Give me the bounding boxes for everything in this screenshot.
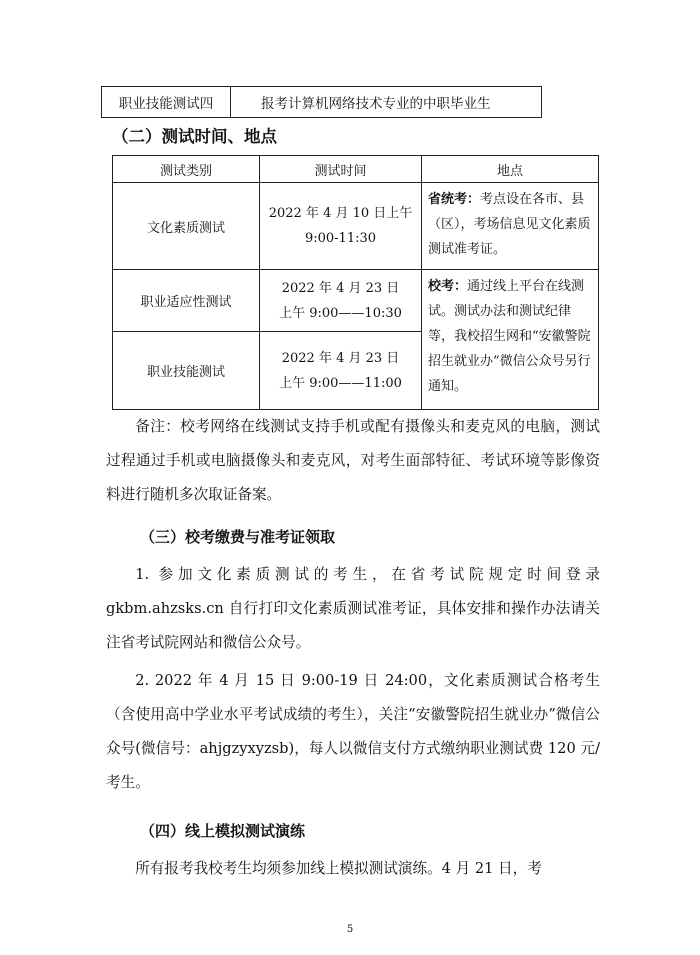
table-row xyxy=(113,183,599,270)
row-place xyxy=(422,270,599,410)
row-place xyxy=(422,183,599,270)
item-2-paragraph: 2. 2022 年 4 月 15 日 9:00-19 日 24:00，文化素质测试合格考生（含使用高中学业水平考试成绩的考生），关注“安徽警院招生就业办”微信公众号(微信号：ahjgzyxyzsb)，每人以微信支付方式缴纳职业测试费 120 元/考生。 xyxy=(106,672,600,791)
top-row-label: 职业技能测试四 xyxy=(102,87,231,118)
item-3-paragraph: 所有报考我校考生均须参加线上模拟测试演练。4 月 21 日，考 xyxy=(135,860,542,877)
time-line-1: 2022 年 4 月 10 日上午 xyxy=(268,206,413,221)
test-schedule-table xyxy=(112,155,599,410)
row-type: 职业技能测试 xyxy=(113,332,260,410)
header-type: 测试类别 xyxy=(113,156,260,183)
place-text: 考点设在各市、县（区），考场信息见文化素质测试准考证。 xyxy=(428,192,591,257)
table-row xyxy=(113,270,599,332)
time-line-1: 2022 年 4 月 23 日 xyxy=(281,350,400,366)
page-number: 5 xyxy=(346,924,354,935)
row-time xyxy=(260,332,422,410)
top-row-value: 报考计算机网络技术专业的中职毕业生 xyxy=(231,87,542,118)
header-time: 测试时间 xyxy=(260,156,422,183)
top-table-row xyxy=(101,86,542,118)
section-3-title: （三）校考缴费与准考证领取 xyxy=(140,528,336,546)
header-place: 地点 xyxy=(422,156,599,183)
row-type: 职业适应性测试 xyxy=(113,270,260,332)
section-2-title: （二）测试时间、地点 xyxy=(112,127,277,146)
place-label: 校考： xyxy=(428,279,468,294)
table-header-row xyxy=(113,156,599,183)
place-text: 通过线上平台在线测试。测试办法和测试纪律等，我校招生网和“安徽警院招生就业办”微信公众号另行通知。 xyxy=(428,279,591,394)
place-label: 省统考： xyxy=(428,192,481,207)
time-line-2: 9:00-11:30 xyxy=(304,231,377,246)
time-line-2: 上午 9:00——10:30 xyxy=(279,305,402,321)
section-4-title: （四）线上模拟测试演练 xyxy=(140,822,306,840)
note-paragraph: 备注：校考网络在线测试支持手机或配有摄像头和麦克风的电脑，测试过程通过手机或电脑摄像头和麦克风，对考生面部特征、考试环境等影像资料进行随机多次取证备案。 xyxy=(106,418,600,503)
item-1-paragraph: 1. 参加文化素质测试的考生，在省考试院规定时间登录gkbm.ahzsks.cn 自行打印文化素质测试准考证，具体安排和操作办法请关注省考试院网站和微信公众号。 xyxy=(106,566,600,651)
time-line-2: 上午 9:00——11:00 xyxy=(279,375,402,391)
time-line-1: 2022 年 4 月 23 日 xyxy=(281,280,400,296)
row-time xyxy=(260,183,422,270)
row-type: 文化素质测试 xyxy=(113,183,260,270)
row-time xyxy=(260,270,422,332)
